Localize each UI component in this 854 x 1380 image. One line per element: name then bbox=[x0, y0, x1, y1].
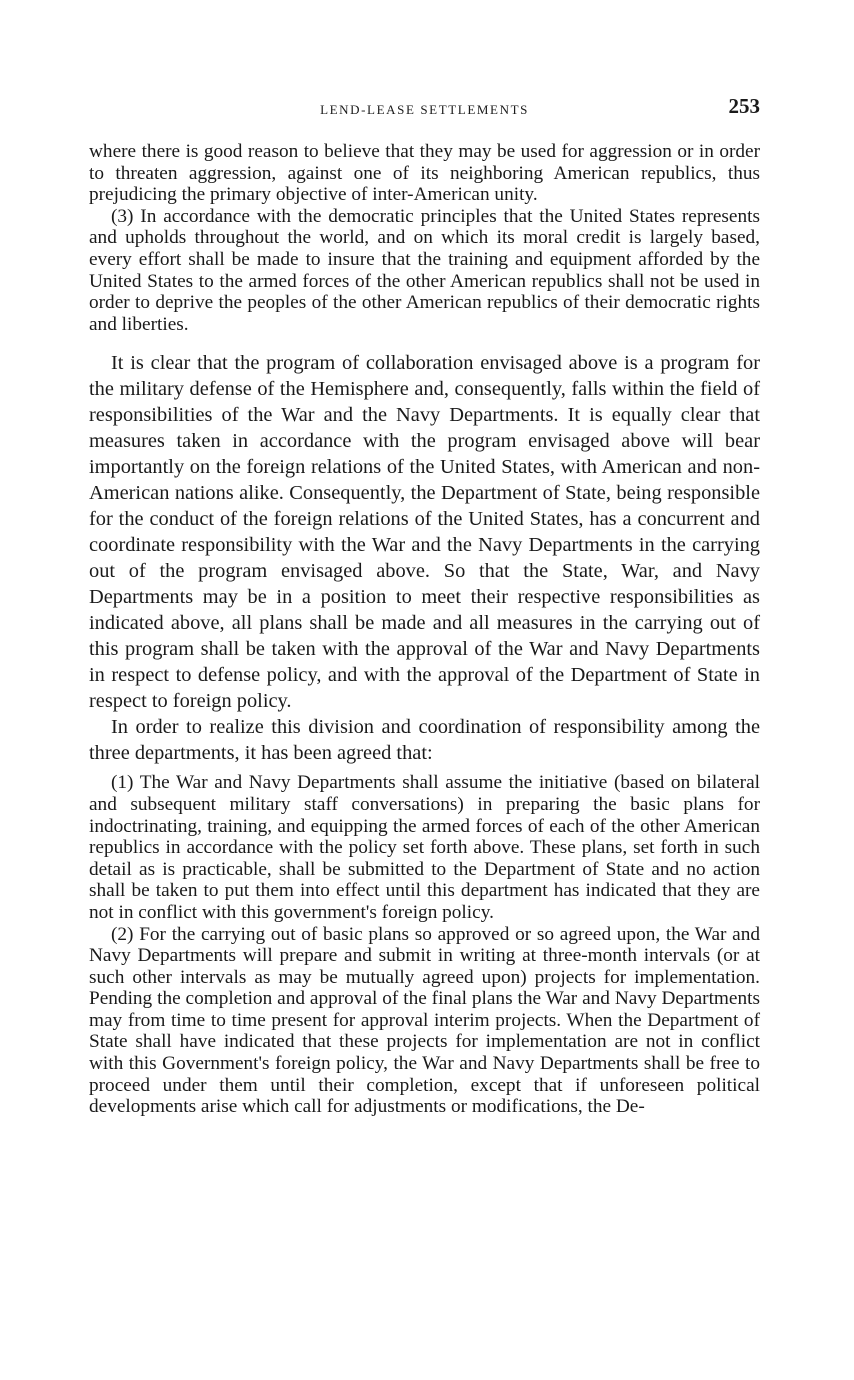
paragraph-division-responsibility: In order to realize this division and coordination of responsibility among the three departments, it has been agreed that: bbox=[89, 716, 760, 765]
paragraph-continued-quote: where there is good reason to believe that they may be used for aggression or in order to threaten aggression, against one of its neighboring American republics, thus prejudicing the primary objective of inter-American unity. bbox=[89, 141, 760, 206]
running-head: LEND-LEASE SETTLEMENTS bbox=[320, 102, 529, 117]
paragraph-item-1: (1) The War and Navy Departments shall assume the initiative (based on bilateral and subsequent military staff conversations) in preparing the basic plans for indoctrinating, training, and equipping the armed forces of each of the other American republics in accordance with the policy set forth above. These plans, set forth in such detail as is practicable, shall be submitted to the Department of State and no action shall be taken to put them into effect until this department has indicated that they are not in conflict with this government's foreign policy. bbox=[89, 772, 760, 923]
paragraph-program-collaboration: It is clear that the program of collaboration envisaged above is a program for the military defense of the Hemisphere and, consequently, falls within the field of responsibilities of the War and the Navy Departments. It is equally clear that measures taken in accordance with the program envisaged above will bear importantly on the foreign relations of the United States, with American and non-American nations alike. Consequently, the Department of State, being responsible for the conduct of the foreign relations of the United States, has a concurrent and coordinate responsibility with the War and the Navy Departments in the carrying out of the program envisaged above. So that the State, War, and Navy Departments may be in a position to meet their respective responsibilities as indicated above, all plans shall be made and all measures in the carrying out of this program shall be taken with the approval of the War and Navy Departments in respect to defense policy, and with the approval of the Department of State in respect to foreign policy. bbox=[89, 352, 760, 713]
page-number: 253 bbox=[728, 94, 760, 118]
page-body bbox=[89, 141, 760, 1118]
paragraph-item-3: (3) In accordance with the democratic principles that the United States represents and upholds throughout the world, and on which its moral credit is largely based, every effort shall be made to insure that the training and equipment afforded by the United States to the armed forces of the other American republics shall not be used in order to deprive the peoples of the other American republics of their democratic rights and liberties. bbox=[89, 205, 760, 335]
page-header bbox=[89, 90, 760, 126]
spacer bbox=[89, 335, 760, 350]
paragraph-item-2: (2) For the carrying out of basic plans so approved or so agreed upon, the War and Navy Departments will prepare and submit in writing at three-month intervals (or at such other intervals as may be mutually agreed upon) projects for implementation. Pending the completion and approval of the final plans the War and Navy Departments may from time to time present for approval interim projects. When the Department of State shall have indicated that these projects for implementation are not in conflict with this Government's foreign policy, the War and Navy Departments shall be free to proceed under them until their completion, except that if unforeseen political developments arise which call for adjustments or modifications, the De- bbox=[89, 923, 760, 1118]
